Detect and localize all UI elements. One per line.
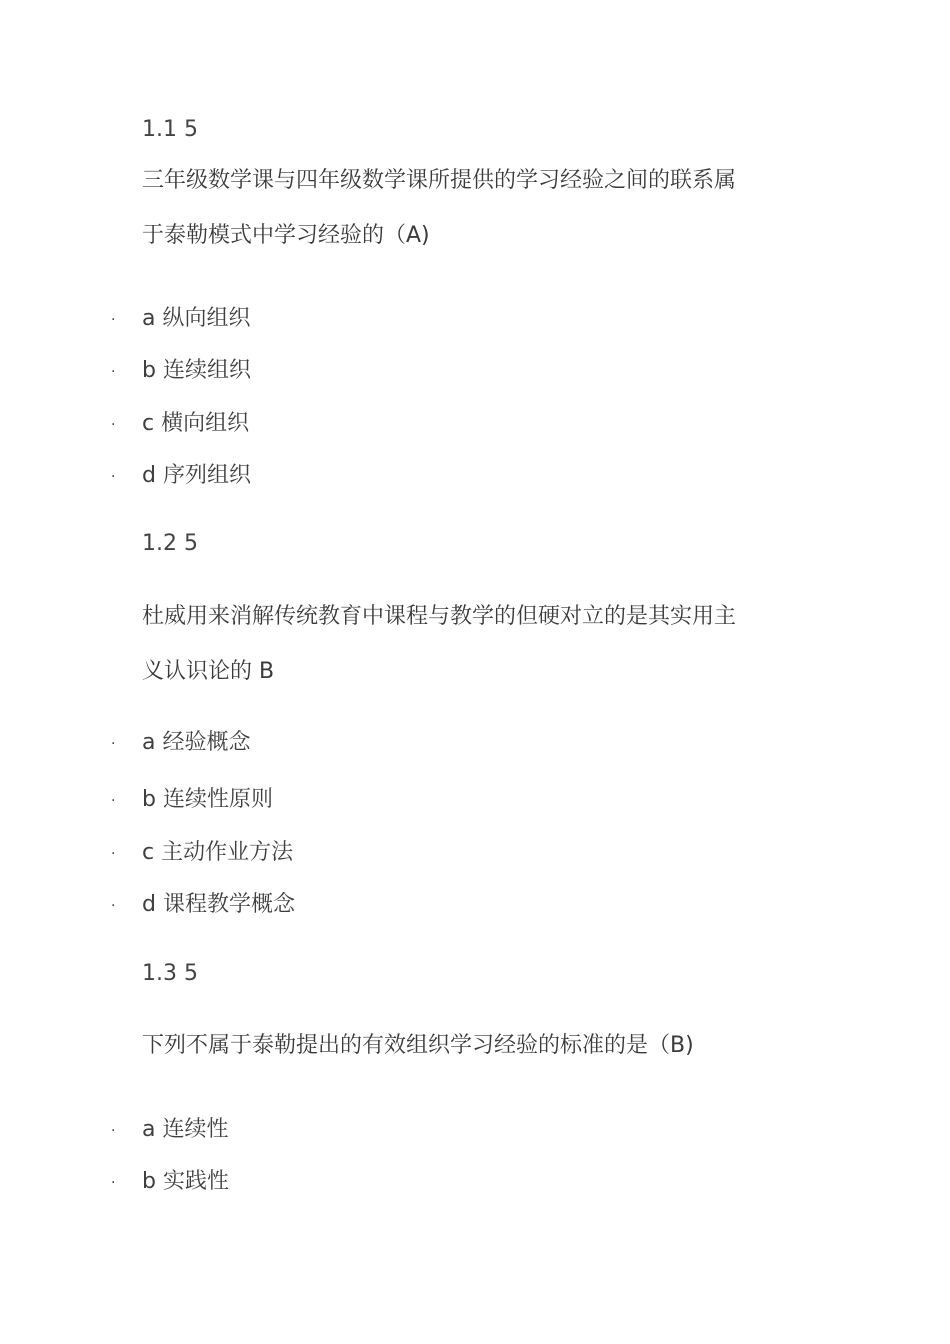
question-text-line: 杜威用来消解传统教育中课程与教学的但硬对立的是其实用主 (142, 604, 737, 629)
question-text-line: 于泰勒模式中学习经验的（A) (142, 223, 430, 248)
list-bullet: · (111, 364, 116, 380)
answer-option: b 连续组织 (142, 358, 251, 383)
list-bullet: · (111, 417, 116, 433)
answer-option: b 连续性原则 (142, 787, 273, 812)
answer-option: a 纵向组织 (142, 306, 251, 331)
question-number: 1.1 5 (142, 117, 198, 142)
question-number: 1.3 5 (142, 961, 198, 986)
question-text-line: 三年级数学课与四年级数学课所提供的学习经验之间的联系属 (142, 168, 737, 193)
answer-option: d 序列组织 (142, 463, 251, 488)
list-bullet: · (111, 793, 116, 809)
answer-option: b 实践性 (142, 1169, 229, 1194)
answer-option: c 主动作业方法 (142, 840, 294, 865)
question-text-line: 义认识论的 B (142, 659, 275, 684)
list-bullet: · (111, 1175, 116, 1191)
question-number: 1.2 5 (142, 531, 198, 556)
answer-option: a 连续性 (142, 1117, 229, 1142)
list-bullet: · (111, 898, 116, 914)
list-bullet: · (111, 736, 116, 752)
answer-option: c 横向组织 (142, 411, 250, 436)
answer-option: a 经验概念 (142, 730, 251, 755)
question-text-line: 下列不属于泰勒提出的有效组织学习经验的标准的是（B) (142, 1033, 694, 1058)
list-bullet: · (111, 846, 116, 862)
answer-option: d 课程教学概念 (142, 892, 295, 917)
list-bullet: · (111, 312, 116, 328)
list-bullet: · (111, 1123, 116, 1139)
list-bullet: · (111, 469, 116, 485)
